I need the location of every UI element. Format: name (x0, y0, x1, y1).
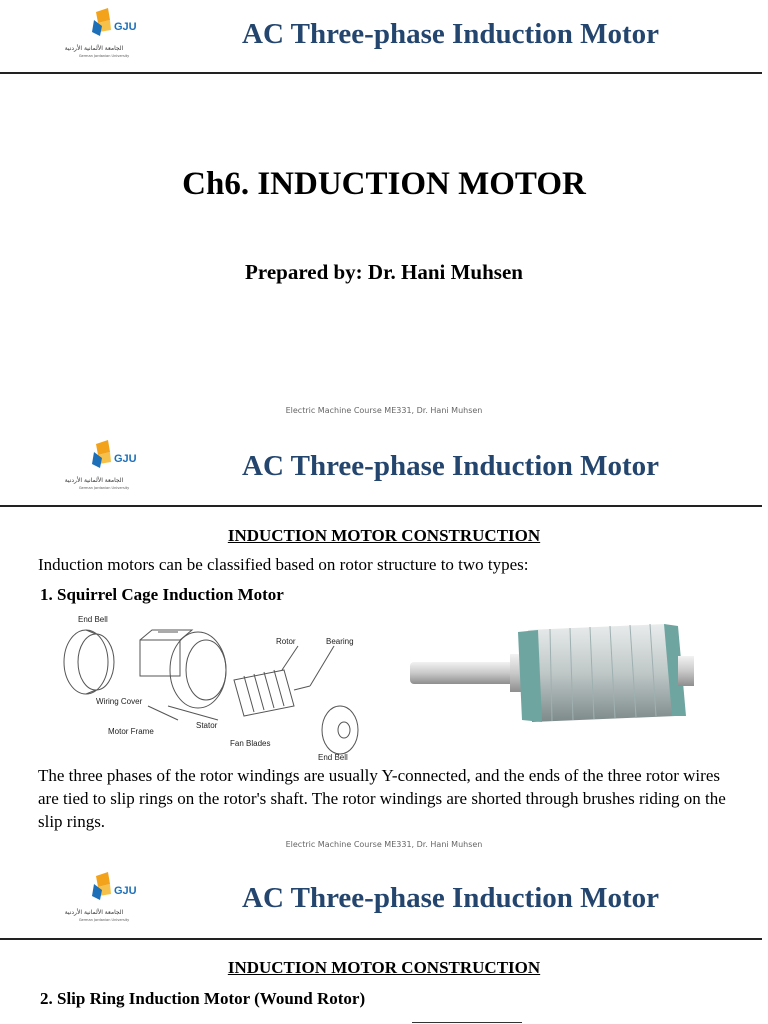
svg-text:Rotor: Rotor (276, 637, 296, 646)
gju-logo (64, 870, 154, 926)
squirrel-cage-rotor-image (410, 616, 694, 732)
svg-text:German Jordanian University: German Jordanian University (78, 54, 130, 58)
svg-text:الجامعة الألمانية الأردنية: الجامعة الألمانية الأردنية (64, 909, 124, 916)
slide-title: Ch6. INDUCTION MOTOR (182, 166, 586, 202)
section-heading: INDUCTION MOTOR CONSTRUCTION (227, 526, 541, 545)
header-title: AC Three-phase Induction Motor (242, 882, 660, 914)
slide-header (0, 864, 768, 938)
svg-text:Wiring Cover: Wiring Cover (96, 697, 143, 706)
gju-logo (64, 6, 154, 62)
svg-text:Fan Blades: Fan Blades (230, 739, 271, 748)
svg-text:GJU: GJU (114, 453, 137, 465)
header-title: AC Three-phase Induction Motor (242, 18, 660, 50)
list-item-slip-ring: 2. Slip Ring Induction Motor (Wound Rotor) (40, 989, 366, 1008)
svg-text:الجامعة الألمانية الأردنية: الجامعة الألمانية الأردنية (64, 45, 124, 52)
slide-footer: Electric Machine Course ME331, Dr. Hani Muhsen (285, 840, 483, 849)
slide-subtitle: Prepared by: Dr. Hani Muhsen (245, 260, 523, 284)
list-item-squirrel-cage: 1. Squirrel Cage Induction Motor (40, 585, 284, 604)
svg-text:German Jordanian University: German Jordanian University (78, 918, 130, 922)
svg-text:German Jordanian University: German Jordanian University (78, 486, 130, 490)
rotor-windings-paragraph: The three phases of the rotor windings are usually Y-connected, and the ends of the three rotor wires are tied to slip rings on the rotor's shaft. The rotor windings are shorted through brushes riding on the slip rings. (38, 766, 726, 831)
svg-text:Stator: Stator (196, 721, 218, 730)
slide-1 (0, 0, 768, 432)
svg-text:GJU: GJU (114, 885, 137, 897)
cropped-figure-edge (412, 1022, 522, 1023)
slide-3 (0, 864, 768, 1024)
slide-footer: Electric Machine Course ME331, Dr. Hani Muhsen (285, 406, 483, 415)
svg-text:Bearing: Bearing (326, 637, 354, 646)
svg-text:GJU: GJU (114, 21, 137, 33)
gju-logo (64, 438, 154, 494)
section-heading: INDUCTION MOTOR CONSTRUCTION (227, 958, 541, 977)
svg-text:End Bell: End Bell (78, 615, 108, 624)
header-divider (0, 505, 762, 507)
intro-text: Induction motors can be classified based on rotor structure to two types: (38, 555, 529, 574)
svg-text:الجامعة الألمانية الأردنية: الجامعة الألمانية الأردنية (64, 477, 124, 484)
slide-2 (0, 432, 768, 864)
header-divider (0, 72, 762, 74)
svg-text:Motor Frame: Motor Frame (108, 727, 154, 736)
header-title: AC Three-phase Induction Motor (242, 450, 660, 482)
header-divider (0, 938, 762, 940)
squirrel-cage-exploded-diagram (58, 610, 370, 760)
slide-header (0, 0, 768, 74)
slide-header (0, 432, 768, 506)
svg-text:End Bell: End Bell (318, 753, 348, 760)
